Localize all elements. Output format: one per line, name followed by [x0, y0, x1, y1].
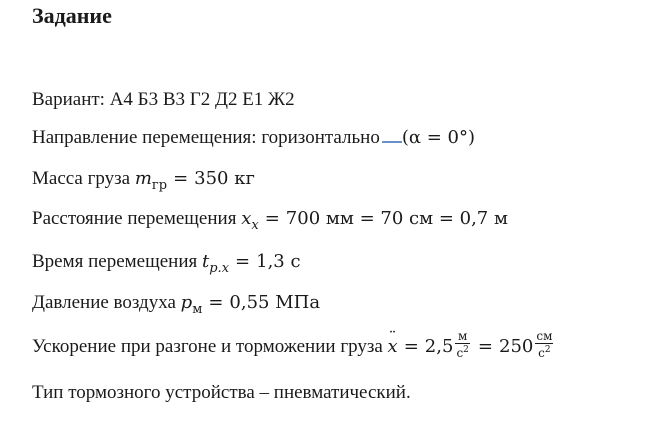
pressure-formula: [180, 292, 321, 317]
mass-symbol: m: [134, 168, 152, 189]
variant-text: Вариант: А4 Б3 В3 Г2 Д2 Е1 Ж2: [32, 89, 295, 110]
pressure-label: Давление воздуха: [32, 292, 176, 313]
distance-symbol: x: [241, 208, 252, 229]
time-label: Время перемещения: [32, 251, 198, 272]
acceleration-line: [32, 329, 555, 362]
equals-sign: =: [173, 168, 189, 189]
unit-numerator: м: [455, 330, 469, 344]
unit-fraction-cm-s2: [535, 330, 553, 360]
unit-denominator: $с^2$: [538, 345, 551, 360]
unit-denominator: $с^2$: [456, 345, 469, 360]
equals-sign: =: [403, 336, 419, 357]
distance-value: 700 мм = 70 см = 0,7 м: [285, 208, 508, 229]
acceleration-symbol: ¨ x: [388, 334, 398, 360]
equals-sign: =: [477, 336, 493, 357]
acceleration-value-1: 2,5: [424, 336, 454, 357]
direction-label: Направление перемещения: горизонтально: [32, 127, 380, 148]
mass-formula: [134, 168, 255, 193]
mass-subscript: гр: [151, 178, 168, 193]
equals-sign: =: [264, 208, 280, 229]
time-line: [32, 249, 301, 277]
brake-text: Тип тормозного устройства – пневматический.: [32, 382, 411, 403]
pressure-symbol: p: [180, 292, 193, 313]
equals-sign: =: [208, 292, 224, 313]
acceleration-label: Ускорение при разгоне и торможении груза: [32, 336, 383, 357]
mass-value: 350 кг: [194, 168, 255, 189]
task-heading: Задание: [32, 3, 112, 28]
direction-line: [32, 125, 475, 151]
variant-line: [32, 87, 295, 113]
time-subscript: p.x: [209, 261, 230, 276]
distance-label: Расстояние перемещения: [32, 208, 237, 229]
acceleration-formula: [387, 329, 556, 360]
brake-line: [32, 380, 411, 406]
alpha-expression: (α = 0°): [401, 127, 476, 148]
mass-label: Масса груза: [32, 168, 131, 189]
spellcheck-underline: [382, 127, 402, 143]
distance-formula: [241, 208, 508, 233]
distance-line: [32, 206, 508, 234]
time-symbol: t: [202, 251, 210, 272]
time-formula: [202, 251, 301, 276]
distance-subscript: x: [251, 218, 259, 233]
equals-sign: =: [235, 251, 251, 272]
unit-numerator: см: [536, 329, 553, 343]
pressure-line: [32, 290, 320, 318]
pressure-value: 0,55 МПа: [229, 292, 321, 313]
acceleration-value-2: 250: [499, 336, 534, 357]
mass-line: [32, 166, 255, 194]
pressure-subscript: м: [192, 302, 203, 317]
unit-fraction-m-s2: [455, 330, 469, 360]
time-value: 1,3 с: [256, 251, 301, 272]
